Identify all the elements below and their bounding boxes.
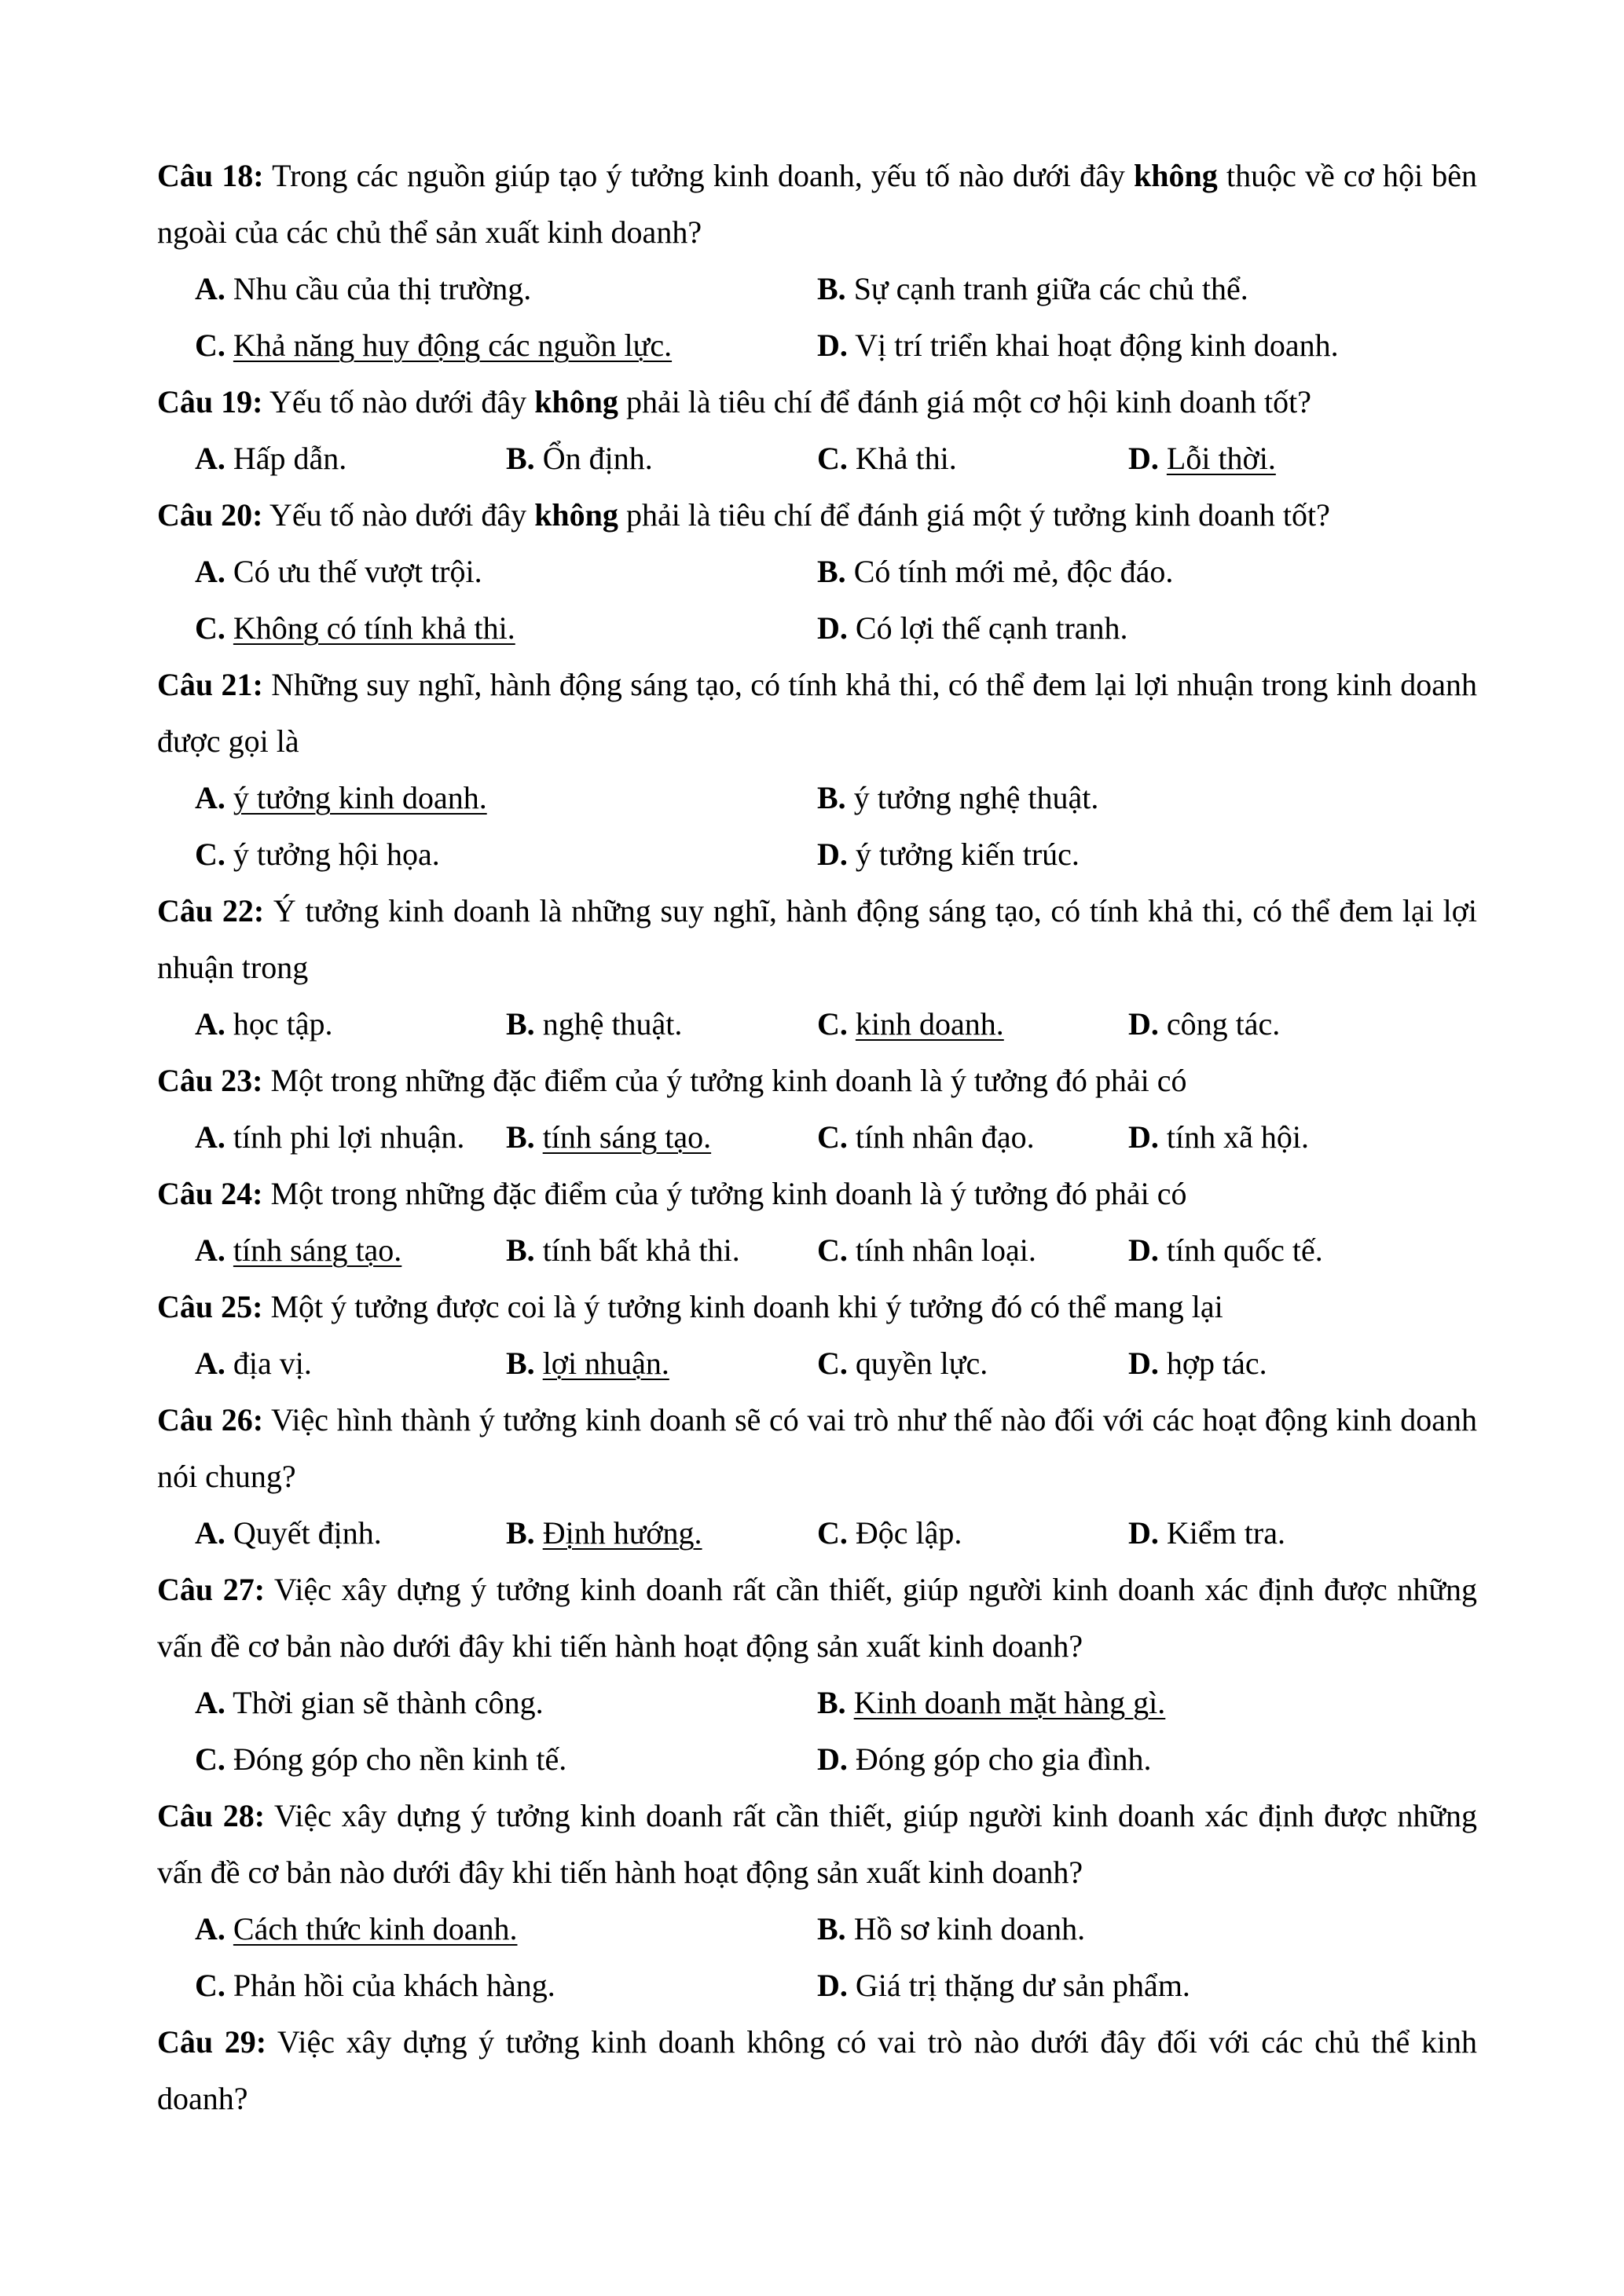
option-text: tính quốc tế. (1166, 1232, 1323, 1268)
question-block (157, 1562, 1477, 1788)
option-letter: C. (195, 1968, 225, 2003)
question-number: Câu 21: (157, 667, 263, 702)
answer-options (157, 1675, 1477, 1788)
question-stem (157, 487, 1477, 544)
question-stem (157, 374, 1477, 430)
question-text: Một ý tưởng được coi là ý tưởng kinh doanh khi ý tưởng đó có thể mang lại (262, 1289, 1223, 1324)
option-text: tính xã hội. (1166, 1119, 1309, 1155)
answer-options (157, 1222, 1477, 1279)
question-stem (157, 2014, 1477, 2127)
answer-option-correct (506, 1505, 817, 1562)
option-text: tính sáng tạo. (542, 1119, 712, 1155)
question-block (157, 1166, 1477, 1279)
option-letter: A. (195, 1515, 225, 1551)
question-block (157, 1053, 1477, 1166)
option-text: công tác. (1166, 1006, 1281, 1042)
option-letter: A. (195, 1685, 225, 1720)
question-number: Câu 28: (157, 1798, 266, 1833)
option-letter: B. (817, 780, 846, 815)
answer-option (506, 996, 817, 1053)
option-text: ý tưởng nghệ thuật. (853, 780, 1099, 815)
option-letter: A. (195, 1232, 225, 1268)
keyword-emphasis: không (1134, 158, 1218, 193)
question-block (157, 1392, 1477, 1562)
option-letter: C. (817, 1119, 848, 1155)
answer-option (817, 600, 1439, 657)
option-letter: B. (506, 1515, 535, 1551)
option-letter: B. (506, 1346, 535, 1381)
answer-option (195, 544, 817, 600)
answer-option (195, 1109, 506, 1166)
option-text: ý tưởng hội họa. (233, 837, 440, 872)
answer-option (817, 261, 1439, 317)
option-letter: B. (817, 1911, 846, 1946)
question-number: Câu 25: (157, 1289, 263, 1324)
option-text: học tập. (233, 1006, 333, 1042)
answer-option (1128, 1109, 1439, 1166)
answer-options (157, 1109, 1477, 1166)
answer-option (195, 1335, 506, 1392)
option-text: Thời gian sẽ thành công. (233, 1685, 544, 1720)
option-text: nghệ thuật. (542, 1006, 683, 1042)
question-stem (157, 1788, 1477, 1901)
option-text: quyền lực. (855, 1346, 988, 1381)
question-stem (157, 1392, 1477, 1505)
answer-option-correct (506, 1109, 817, 1166)
answer-option (1128, 1335, 1439, 1392)
answer-option (506, 1222, 817, 1279)
answer-option (195, 1731, 817, 1788)
answer-option (817, 826, 1439, 883)
answer-options (157, 1335, 1477, 1392)
answer-options (157, 261, 1477, 374)
answer-option (195, 1957, 817, 2014)
question-text: Một trong những đặc điểm của ý tưởng kinh doanh là ý tưởng đó phải có (262, 1063, 1187, 1098)
option-text: Vị trí triển khai hoạt động kinh doanh. (855, 328, 1339, 363)
question-stem (157, 1053, 1477, 1109)
answer-option (817, 1901, 1439, 1957)
option-letter: C. (195, 328, 225, 363)
option-letter: C. (817, 441, 848, 476)
answer-option-correct (817, 996, 1128, 1053)
question-number: Câu 18: (157, 158, 264, 193)
question-block (157, 2014, 1477, 2127)
answer-option-correct (1128, 430, 1439, 487)
option-letter: D. (817, 328, 848, 363)
answer-option (817, 1109, 1128, 1166)
option-letter: D. (1128, 1006, 1159, 1042)
option-letter: D. (817, 1741, 848, 1777)
option-text: Hồ sơ kinh doanh. (853, 1911, 1086, 1946)
option-text: Giá trị thặng dư sản phẩm. (855, 1968, 1190, 2003)
answer-option (817, 1335, 1128, 1392)
option-letter: A. (195, 1911, 225, 1946)
question-number: Câu 23: (157, 1063, 263, 1098)
option-letter: B. (506, 1232, 535, 1268)
question-stem (157, 1166, 1477, 1222)
option-letter: C. (817, 1232, 848, 1268)
answer-option-correct (195, 1901, 817, 1957)
option-text: Hấp dẫn. (233, 441, 347, 476)
option-letter: C. (817, 1515, 848, 1551)
question-text: Việc xây dựng ý tưởng kinh doanh không có vai trò nào dưới đây đối với các chủ thể kinh doanh? (157, 2024, 1478, 2116)
option-text: tính phi lợi nhuận. (233, 1119, 465, 1155)
document-page (157, 148, 1477, 2127)
option-letter: B. (817, 554, 846, 589)
option-text: lợi nhuận. (542, 1346, 669, 1381)
answer-option (817, 430, 1128, 487)
question-text: thuộc về cơ hội bên ngoài của các chủ thể sản xuất kinh doanh? (157, 158, 1477, 250)
answer-option-correct (817, 1675, 1439, 1731)
answer-option-correct (195, 600, 817, 657)
question-number: Câu 27: (157, 1572, 266, 1607)
option-text: ý tưởng kiến trúc. (855, 837, 1080, 872)
answer-option-correct (506, 1335, 817, 1392)
question-stem (157, 1279, 1477, 1335)
option-text: Sự cạnh tranh giữa các chủ thể. (853, 271, 1248, 306)
answer-option (195, 261, 817, 317)
option-text: Định hướng. (542, 1515, 702, 1551)
answer-options (157, 1901, 1477, 2014)
answer-option (195, 996, 506, 1053)
option-text: địa vị. (233, 1346, 312, 1381)
answer-option (817, 317, 1439, 374)
option-text: tính nhân loại. (855, 1232, 1036, 1268)
option-text: hợp tác. (1166, 1346, 1267, 1381)
option-text: Phản hồi của khách hàng. (233, 1968, 555, 2003)
question-block (157, 657, 1477, 883)
answer-option-correct (195, 1222, 506, 1279)
option-letter: C. (195, 837, 225, 872)
question-block (157, 1279, 1477, 1392)
answer-option (817, 544, 1439, 600)
option-letter: B. (817, 1685, 846, 1720)
keyword-emphasis: không (534, 384, 618, 419)
option-text: Đóng góp cho gia đình. (855, 1741, 1152, 1777)
question-block (157, 883, 1477, 1053)
option-text: Kiểm tra. (1166, 1515, 1285, 1551)
answer-option (1128, 1222, 1439, 1279)
answer-option (195, 826, 817, 883)
option-text: Ổn định. (542, 441, 653, 476)
option-text: Có tính mới mẻ, độc đáo. (853, 554, 1174, 589)
option-letter: A. (195, 271, 225, 306)
option-letter: B. (506, 441, 535, 476)
question-stem (157, 883, 1477, 996)
answer-option (1128, 996, 1439, 1053)
answer-option (817, 770, 1439, 826)
option-text: Nhu cầu của thị trường. (233, 271, 532, 306)
option-text: ý tưởng kinh doanh. (233, 780, 487, 815)
option-text: tính bất khả thi. (542, 1232, 740, 1268)
option-letter: B. (506, 1119, 535, 1155)
option-text: Không có tính khả thi. (233, 610, 515, 646)
option-text: tính sáng tạo. (233, 1232, 402, 1268)
option-letter: D. (1128, 1119, 1159, 1155)
option-letter: C. (817, 1006, 848, 1042)
question-text: Việc xây dựng ý tưởng kinh doanh rất cần thiết, giúp người kinh doanh xác định được những vấn đề cơ bản nào dưới đây khi tiến hành hoạt động sản xuất kinh doanh? (157, 1572, 1478, 1664)
question-text: phải là tiêu chí để đánh giá một ý tưởng kinh doanh tốt? (618, 497, 1330, 533)
question-number: Câu 20: (157, 497, 263, 533)
option-letter: D. (1128, 1515, 1159, 1551)
option-text: Đóng góp cho nền kinh tế. (233, 1741, 567, 1777)
question-text: Yếu tố nào dưới đây (262, 497, 535, 533)
keyword-emphasis: không (534, 497, 618, 533)
answer-options (157, 770, 1477, 883)
answer-option (506, 430, 817, 487)
option-letter: A. (195, 780, 225, 815)
question-stem (157, 657, 1477, 770)
question-text: Trong các nguồn giúp tạo ý tưởng kinh doanh, yếu tố nào dưới đây (263, 158, 1135, 193)
option-text: Khả thi. (855, 441, 957, 476)
question-block (157, 148, 1477, 374)
question-text: Yếu tố nào dưới đây (262, 384, 535, 419)
question-number: Câu 29: (157, 2024, 267, 2060)
option-text: Kinh doanh mặt hàng gì. (853, 1685, 1166, 1720)
answer-option (1128, 1505, 1439, 1562)
question-stem (157, 148, 1477, 261)
answer-option (195, 1675, 817, 1731)
question-stem (157, 1562, 1477, 1675)
option-text: tính nhân đạo. (855, 1119, 1035, 1155)
answer-option (817, 1731, 1439, 1788)
question-text: phải là tiêu chí để đánh giá một cơ hội kinh doanh tốt? (618, 384, 1311, 419)
question-block (157, 487, 1477, 657)
option-text: Cách thức kinh doanh. (233, 1911, 518, 1946)
answer-option (817, 1505, 1128, 1562)
option-letter: A. (195, 1006, 225, 1042)
question-text: Ý tưởng kinh doanh là những suy nghĩ, hành động sáng tạo, có tính khả thi, có thể đem lại lợi nhuận trong (157, 893, 1478, 985)
answer-options (157, 1505, 1477, 1562)
option-letter: B. (506, 1006, 535, 1042)
option-letter: D. (1128, 1346, 1159, 1381)
answer-option-correct (195, 770, 817, 826)
answer-options (157, 996, 1477, 1053)
option-letter: C. (817, 1346, 848, 1381)
option-text: Độc lập. (855, 1515, 962, 1551)
option-letter: D. (817, 1968, 848, 2003)
option-text: Quyết định. (233, 1515, 382, 1551)
option-letter: A. (195, 1346, 225, 1381)
question-number: Câu 24: (157, 1176, 263, 1211)
option-text: Lỗi thời. (1166, 441, 1276, 476)
question-number: Câu 19: (157, 384, 263, 419)
option-letter: D. (817, 837, 848, 872)
question-block (157, 1788, 1477, 2014)
answer-option-correct (195, 317, 817, 374)
option-letter: A. (195, 554, 225, 589)
question-text: Việc hình thành ý tưởng kinh doanh sẽ có vai trò như thế nào đối với các hoạt động kinh doanh nói chung? (157, 1402, 1477, 1494)
option-letter: A. (195, 441, 225, 476)
question-text: Những suy nghĩ, hành động sáng tạo, có tính khả thi, có thể đem lại lợi nhuận trong kinh doanh được gọi là (157, 667, 1477, 759)
answer-options (157, 544, 1477, 657)
answer-option (817, 1957, 1439, 2014)
question-text: Việc xây dựng ý tưởng kinh doanh rất cần thiết, giúp người kinh doanh xác định được những vấn đề cơ bản nào dưới đây khi tiến hành hoạt động sản xuất kinh doanh? (157, 1798, 1478, 1890)
option-letter: C. (195, 1741, 225, 1777)
option-text: Khả năng huy động các nguồn lực. (233, 328, 673, 363)
option-letter: B. (817, 271, 846, 306)
question-block (157, 374, 1477, 487)
option-letter: D. (1128, 1232, 1159, 1268)
question-text: Một trong những đặc điểm của ý tưởng kinh doanh là ý tưởng đó phải có (262, 1176, 1187, 1211)
question-number: Câu 26: (157, 1402, 264, 1437)
option-text: Có ưu thế vượt trội. (233, 554, 482, 589)
option-letter: A. (195, 1119, 225, 1155)
option-text: Có lợi thế cạnh tranh. (855, 610, 1128, 646)
question-number: Câu 22: (157, 893, 265, 928)
option-letter: D. (817, 610, 848, 646)
option-letter: D. (1128, 441, 1159, 476)
answer-option (195, 1505, 506, 1562)
answer-options (157, 430, 1477, 487)
answer-option (817, 1222, 1128, 1279)
answer-option (195, 430, 506, 487)
option-letter: C. (195, 610, 225, 646)
option-text: kinh doanh. (855, 1006, 1004, 1042)
